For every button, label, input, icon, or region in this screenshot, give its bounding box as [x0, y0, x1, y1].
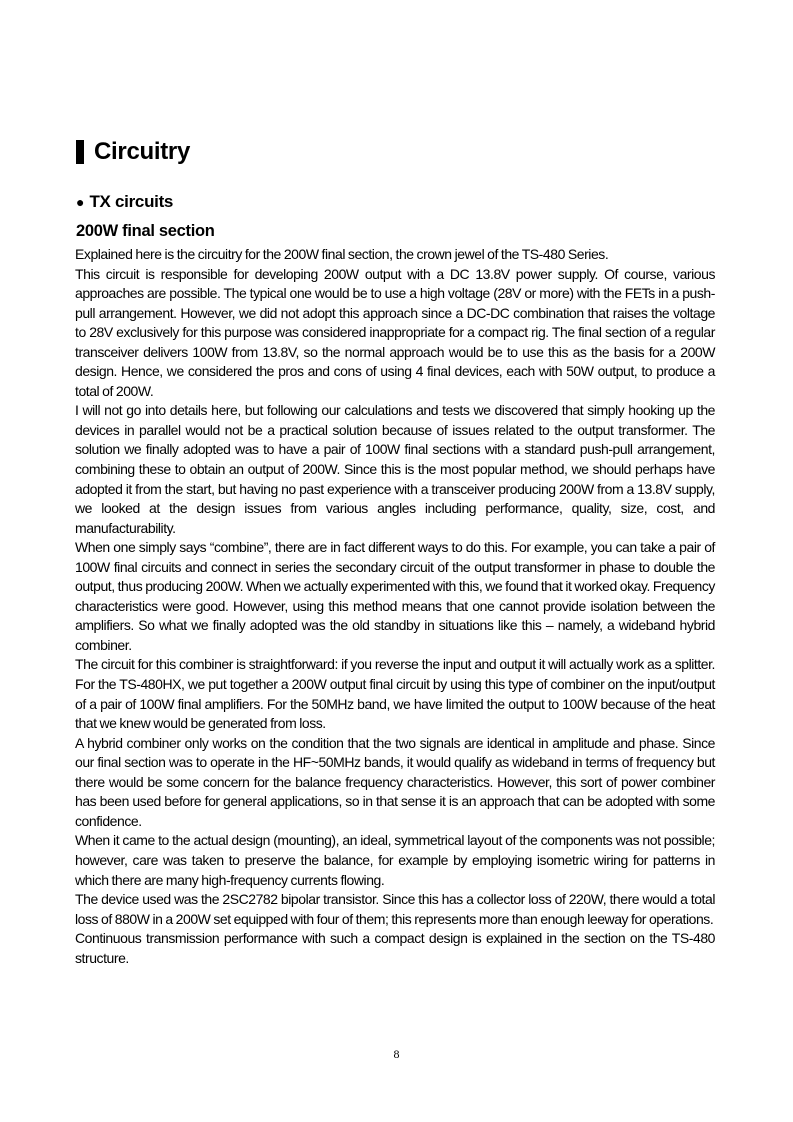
- paragraph: When it came to the actual design (mounting), an ideal, symmetrical layout of the components was not possible; however, care was taken to preserve the balance, for example by employing isometric wiring for patterns in which there are many high-frequency currents flowing.: [75, 832, 715, 888]
- heading: 200W final section: [76, 222, 215, 240]
- body-text: [75, 245, 715, 968]
- paragraph: Continuous transmission performance with such a compact design is explained in the section on the TS-480 structure.: [75, 930, 715, 966]
- subsection-title-text: TX circuits: [89, 192, 174, 211]
- paragraph: The device used was the 2SC2782 bipolar transistor. Since this has a collector loss of 220W, there would a total loss of 880W in a 200W set equipped with four of them; this represents more than enough leeway for operations.: [75, 891, 715, 927]
- paragraph: I will not go into details here, but following our calculations and tests we discovered that simply hooking up the devices in parallel would not be a practical solution because of issues related to the output transformer. The solution we finally adopted was to have a pair of 100W final sections with a standard push-pull arrangement, combining these to obtain an output of 200W. Since this is the most popular method, we should perhaps have adopted it from the start, but having no past experience with a transceiver producing 200W from a 13.8V supply, we looked at the design issues from various angles including performance, quality, size, cost, and manufacturability.: [75, 402, 715, 536]
- bullet-icon: ●: [76, 194, 85, 210]
- paragraph: The circuit for this combiner is straightforward: if you reverse the input and output it will actually work as a splitter. For the TS-480HX, we put together a 200W output final circuit by using this type of combiner on the input/output of a pair of 100W final amplifiers. For the 50MHz band, we have limited the output to 100W because of the heat that we knew would be generated from loss.: [75, 656, 715, 732]
- paragraph: This circuit is responsible for developing 200W output with a DC 13.8V power supply. Of course, various approaches are possible. The typical one would be to use a high voltage (28V or more) with the FETs in a push-pull arrangement. However, we did not adopt this approach since a DC-DC combination that raises the voltage to 28V exclusively for this purpose was considered inappropriate for a compact rig. The final section of a regular transceiver delivers 100W from 13.8V, so the normal approach would be to use this as the basis for a 200W design. Hence, we considered the pros and cons of using 4 final devices, each with 50W output, to produce a total of 200W.: [75, 265, 715, 399]
- page-number: 8: [393, 1047, 400, 1061]
- paragraph: A hybrid combiner only works on the condition that the two signals are identical in amplitude and phase. Since our final section was to operate in the HF~50MHz bands, it would qualify as wideband in terms of frequency but there would be some concern for the balance frequency characteristics. However, this sort of power combiner has been used before for general applications, so in that sense it is an approach that can be adopted with some confidence.: [75, 734, 715, 829]
- paragraph: Explained here is the circuitry for the 200W final section, the crown jewel of the TS-480 Series.: [75, 246, 609, 262]
- subsection-title: [76, 190, 173, 214]
- section-title: [76, 136, 190, 168]
- section-marker-bar: [76, 140, 84, 164]
- section-title-text: Circuitry: [94, 138, 190, 165]
- paragraph: When one simply says “combine”, there are in fact different ways to do this. For example, you can take a pair of 100W final circuits and connect in series the secondary circuit of the output transformer in phase to double the output, thus producing 200W. When we actually experimented with this, we found that it worked okay. Frequency characteristics were good. However, using this method means that one cannot provide isolation between the amplifiers. So what we finally adopted was the old standby in situations like this – namely, a wideband hybrid combiner.: [75, 539, 715, 653]
